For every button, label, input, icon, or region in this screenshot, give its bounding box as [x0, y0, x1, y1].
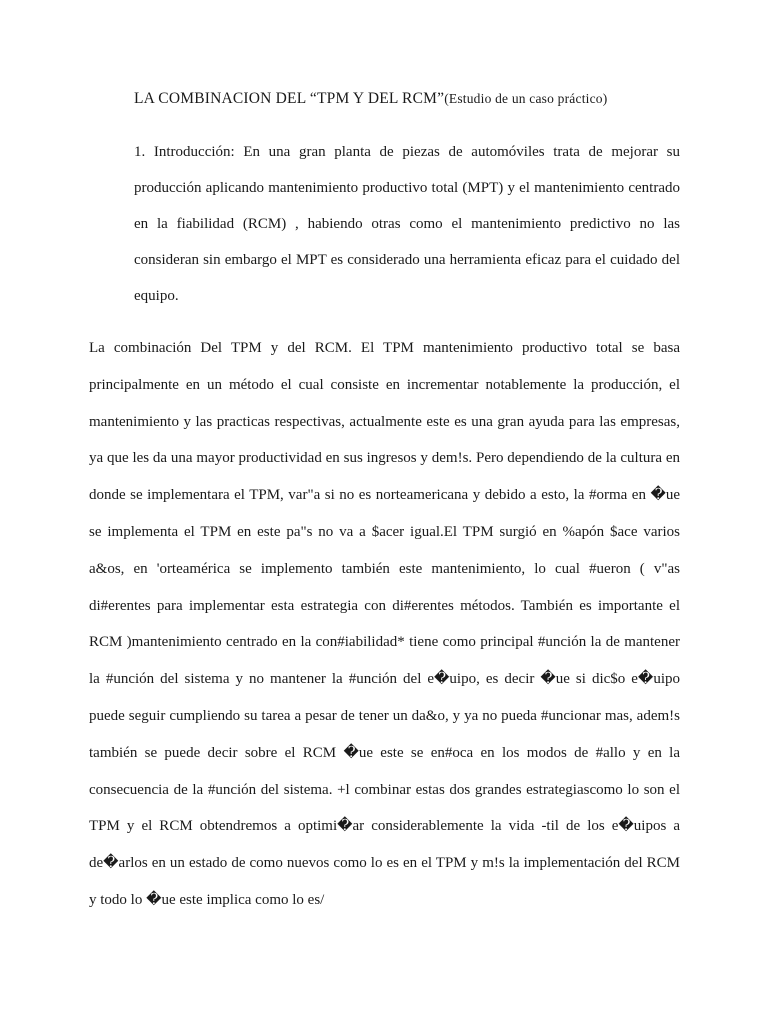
- document-title: [134, 90, 607, 108]
- title-subtitle: (Estudio de un caso práctico): [444, 91, 608, 106]
- title-main: LA COMBINACION DEL “TPM Y DEL RCM”: [134, 90, 445, 107]
- intro-paragraph: 1. Introducción: En una gran planta de piezas de automóviles trata de mejorar su producción aplicando mantenimiento productivo total (MPT) y el mantenimiento centrado en la fiabilidad (RCM) , habiendo otras como el mantenimiento predictivo no las consideran sin embargo el MPT es considerado una herramienta eficaz para el cuidado del equipo.: [134, 144, 680, 304]
- body-paragraph: La combinación Del TPM y del RCM. El TPM mantenimiento productivo total se basa principalmente en un método el cual consiste en incrementar notablemente la producción, el mantenimiento y las practicas respectivas, actualmente este es una gran ayuda para las empresas, ya que les da una mayor productividad en sus ingresos y dem!s. Pero dependiendo de la cultura en donde se implementara el TPM, var"a si no es norteamericana y debido a esto, la #orma en �ue se implementa el TPM en este pa"s no va a $acer igual.El TPM surgió en %apón $ace varios a&os, en 'orteamérica se implemento también este mantenimiento, lo cual #ueron ( v"as di#erentes para implementar esta estrategia con di#erentes métodos. También es importante el RCM )mantenimiento centrado en la con#iabilidad* tiene como principal #unción la de mantener la #unción del sistema y no mantener la #unción del e�uipo, es decir �ue si dic$o e�uipo puede seguir cumpliendo su tarea a pesar de tener un da&o, y ya no pueda #uncionar mas, adem!s también se puede decir sobre el RCM �ue este se en#oca en los modos de #allo y en la consecuencia de la #unción del sistema. +l combinar estas dos grandes estrategiascomo lo son el TPM y el RCM obtendremos a optimi�ar considerablemente la vida -til de los e�uipos a de�arlos en un estado de como nuevos como lo es en el TPM y m!s la implementación del RCM y todo lo �ue este implica como lo es/: [89, 340, 680, 908]
